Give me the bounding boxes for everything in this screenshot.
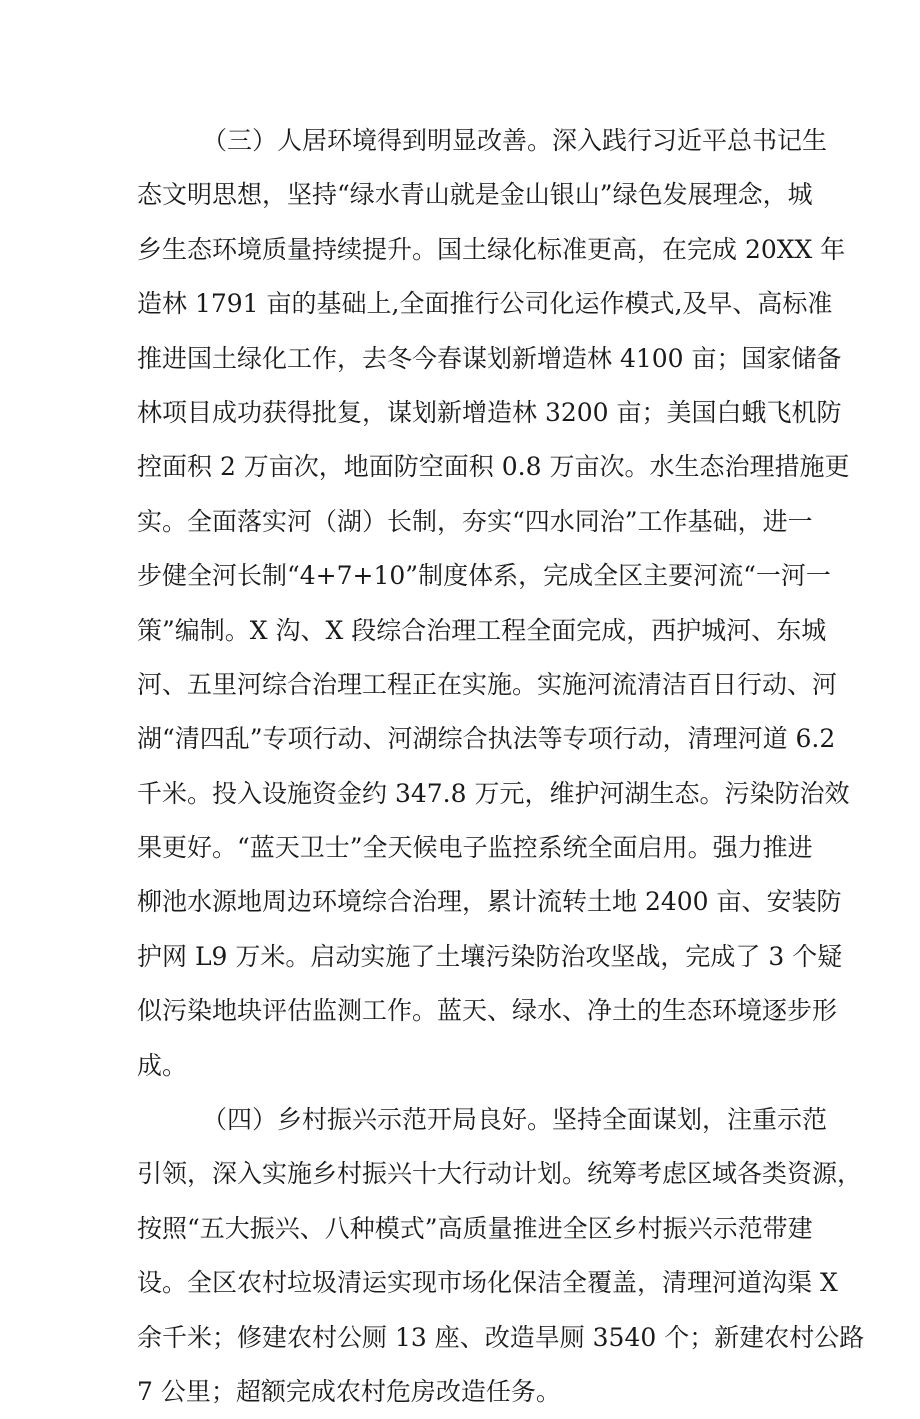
document-body [137, 114, 865, 1419]
paragraph-line: 按照“五大振兴、八种模式”高质量推进全区乡村振兴示范带建 [137, 1213, 813, 1243]
paragraph-line: 柳池水源地周边环境综合治理，累计流转土地 2400 亩、安装防 [137, 887, 842, 917]
paragraph-line: 河、五里河综合治理工程正在实施。实施河流清洁百日行动、河 [137, 669, 838, 699]
paragraph-line: 成。 [137, 1050, 188, 1080]
paragraph-line: 余千米；修建农村公厕 13 座、改造旱厕 3540 个；新建农村公路 [137, 1322, 865, 1352]
paragraph-line: （四）乡村振兴示范开局良好。坚持全面谋划，注重示范 [202, 1105, 828, 1135]
paragraph-line: 策”编制。X 沟、X 段综合治理工程全面完成，西护城河、东城 [137, 615, 827, 645]
paragraph-line: 乡生态环境质量持续提升。国土绿化标准更高，在完成 20XX 年 [137, 234, 846, 264]
paragraph-line: 控面积 2 万亩次，地面防空面积 0.8 万亩次。水生态治理措施更 [137, 452, 850, 482]
paragraph-line: （三）人居环境得到明显改善。深入践行习近平总书记生 [202, 126, 828, 155]
paragraph-section-3 [137, 114, 850, 1093]
paragraph-line: 果更好。“蓝天卫士”全天候电子监控系统全面启用。强力推进 [137, 833, 813, 863]
paragraph-line: 护网 L9 万米。启动实施了土壤污染防治攻坚战，完成了 3 个疑 [137, 941, 843, 971]
paragraph-line: 7 公里；超额完成农村危房改造任务。 [137, 1376, 561, 1406]
paragraph-line: 湖“清四乱”专项行动、河湖综合执法等专项行动，清理河道 6.2 [137, 724, 836, 754]
paragraph-line: 推进国土绿化工作，去冬今春谋划新增造林 4100 亩；国家储备 [137, 343, 842, 373]
paragraph-line: 似污染地块评估监测工作。蓝天、绿水、净土的生态环境逐步形 [137, 996, 838, 1026]
paragraph-line: 引领，深入实施乡村振兴十大行动计划。统筹考虑区域各类资源， [137, 1159, 863, 1189]
paragraph-line: 千米。投入设施资金约 347.8 万元，维护河湖生态。污染防治效 [137, 778, 850, 808]
paragraph-line: 态文明思想，坚持“绿水青山就是金山银山”绿色发展理念，城 [137, 180, 813, 210]
paragraph-line: 林项目成功获得批复，谋划新增造林 3200 亩；美国白蛾飞机防 [137, 397, 842, 427]
paragraph-line: 造林 1791 亩的基础上,全面推行公司化运作模式,及早、高标准 [137, 289, 833, 319]
paragraph-line: 实。全面落实河（湖）长制，夯实“四水同治”工作基础，进一 [137, 506, 813, 536]
paragraph-line: 设。全区农村垃圾清运实现市场化保洁全覆盖，清理河道沟渠 X [137, 1268, 838, 1298]
paragraph-section-4 [137, 1093, 865, 1419]
paragraph-line: 步健全河长制“4+7+10”制度体系，完成全区主要河流“一河一 [137, 561, 831, 591]
